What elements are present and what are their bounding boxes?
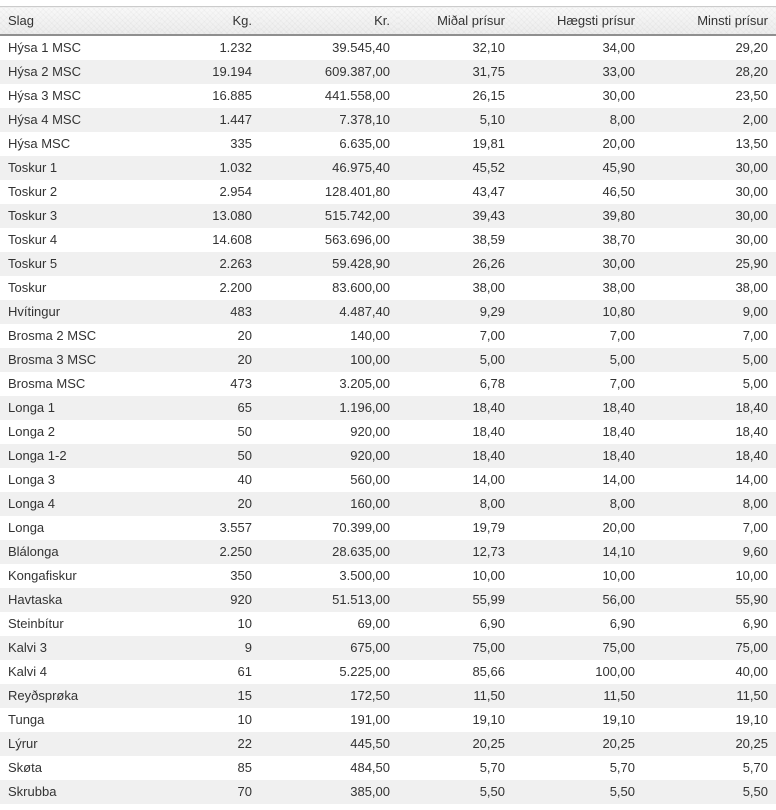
cell-haegsti-prisur: 30,00	[602, 88, 635, 103]
cell-haegsti-prisur: 38,00	[602, 280, 635, 295]
cell-kr: 385,00	[350, 784, 390, 799]
cell-slag: Hvítingur	[8, 304, 61, 319]
cell-kr: 920,00	[350, 424, 390, 439]
cell-midal-prisur: 39,43	[472, 208, 505, 223]
cell-kr: 191,00	[350, 712, 390, 727]
cell-kg: 920	[230, 592, 252, 607]
cell-kg: 40	[237, 472, 252, 487]
cell-haegsti-prisur: 56,00	[602, 592, 635, 607]
cell-slag: Kalvi 3	[8, 640, 48, 655]
cell-minsti-prisur: 5,00	[742, 376, 768, 391]
cell-slag: Toskur 5	[8, 256, 58, 271]
cell-minsti-prisur: 7,00	[742, 328, 768, 343]
table-row	[0, 780, 776, 804]
cell-haegsti-prisur: 39,80	[602, 208, 635, 223]
cell-midal-prisur: 19,10	[472, 712, 505, 727]
cell-midal-prisur: 38,00	[472, 280, 505, 295]
cell-slag: Kongafiskur	[8, 568, 77, 583]
cell-minsti-prisur: 19,10	[735, 712, 768, 727]
table-body	[0, 35, 776, 804]
cell-haegsti-prisur: 7,00	[609, 376, 635, 391]
column-header-kr: Kr.	[260, 7, 398, 36]
cell-kg: 20	[237, 496, 252, 511]
cell-haegsti-prisur: 8,00	[609, 496, 635, 511]
cell-kr: 51.513,00	[332, 592, 390, 607]
cell-slag: Hýsa 3 MSC	[8, 88, 81, 103]
table-row	[0, 684, 776, 708]
cell-midal-prisur: 43,47	[472, 184, 505, 199]
cell-minsti-prisur: 30,00	[735, 232, 768, 247]
table-row	[0, 60, 776, 84]
cell-midal-prisur: 26,26	[472, 256, 505, 271]
cell-kg: 50	[237, 448, 252, 463]
table-row	[0, 84, 776, 108]
cell-minsti-prisur: 8,00	[742, 496, 768, 511]
cell-kr: 920,00	[350, 448, 390, 463]
cell-midal-prisur: 5,10	[479, 112, 505, 127]
cell-minsti-prisur: 9,00	[742, 304, 768, 319]
cell-slag: Blálonga	[8, 544, 59, 559]
cell-kr: 445,50	[350, 736, 390, 751]
fish-price-table	[0, 6, 776, 804]
cell-minsti-prisur: 18,40	[735, 424, 768, 439]
cell-slag: Toskur 3	[8, 208, 58, 223]
table-row	[0, 35, 776, 60]
cell-minsti-prisur: 5,50	[742, 784, 768, 799]
table-row	[0, 276, 776, 300]
cell-minsti-prisur: 30,00	[735, 184, 768, 199]
table-row	[0, 732, 776, 756]
cell-haegsti-prisur: 10,80	[602, 304, 635, 319]
cell-haegsti-prisur: 34,00	[602, 40, 635, 55]
cell-kr: 6.635,00	[339, 136, 390, 151]
cell-slag: Havtaska	[8, 592, 63, 607]
table-row	[0, 564, 776, 588]
cell-kg: 20	[237, 352, 252, 367]
cell-kr: 560,00	[350, 472, 390, 487]
cell-minsti-prisur: 10,00	[735, 568, 768, 583]
table-row	[0, 468, 776, 492]
cell-haegsti-prisur: 20,00	[602, 136, 635, 151]
cell-kr: 3.500,00	[339, 568, 390, 583]
cell-kg: 3.557	[219, 520, 252, 535]
table-row	[0, 516, 776, 540]
table-row	[0, 660, 776, 684]
cell-haegsti-prisur: 46,50	[602, 184, 635, 199]
cell-slag: Lýrur	[8, 736, 38, 751]
cell-midal-prisur: 32,10	[472, 40, 505, 55]
table-row	[0, 540, 776, 564]
cell-slag: Reyðsprøka	[8, 688, 79, 703]
cell-midal-prisur: 12,73	[472, 544, 505, 559]
cell-midal-prisur: 38,59	[472, 232, 505, 247]
table-row	[0, 156, 776, 180]
table-header-row	[0, 7, 776, 36]
cell-kg: 1.032	[219, 160, 252, 175]
cell-slag: Hýsa MSC	[8, 136, 71, 151]
table-row	[0, 492, 776, 516]
table-row	[0, 252, 776, 276]
cell-kg: 61	[237, 664, 252, 679]
cell-kg: 50	[237, 424, 252, 439]
cell-haegsti-prisur: 18,40	[602, 424, 635, 439]
cell-kg: 10	[237, 712, 252, 727]
cell-midal-prisur: 20,25	[472, 736, 505, 751]
cell-slag: Longa 2	[8, 424, 55, 439]
cell-kr: 3.205,00	[339, 376, 390, 391]
cell-haegsti-prisur: 20,25	[602, 736, 635, 751]
cell-minsti-prisur: 14,00	[735, 472, 768, 487]
cell-midal-prisur: 6,78	[479, 376, 505, 391]
column-header-kg: Kg.	[160, 7, 260, 36]
cell-slag: Brosma 2 MSC	[8, 328, 97, 343]
cell-haegsti-prisur: 45,90	[602, 160, 635, 175]
cell-minsti-prisur: 28,20	[735, 64, 768, 79]
cell-slag: Tunga	[8, 712, 45, 727]
cell-kg: 65	[237, 400, 252, 415]
cell-kg: 1.447	[219, 112, 252, 127]
cell-minsti-prisur: 18,40	[735, 400, 768, 415]
cell-kr: 172,50	[350, 688, 390, 703]
cell-kr: 69,00	[357, 616, 390, 631]
cell-kr: 515.742,00	[324, 208, 390, 223]
cell-slag: Hýsa 2 MSC	[8, 64, 81, 79]
cell-kg: 335	[230, 136, 252, 151]
table-row	[0, 324, 776, 348]
cell-kg: 473	[230, 376, 252, 391]
cell-midal-prisur: 8,00	[479, 496, 505, 511]
cell-haegsti-prisur: 19,10	[602, 712, 635, 727]
cell-midal-prisur: 55,99	[472, 592, 505, 607]
cell-kr: 4.487,40	[339, 304, 390, 319]
cell-midal-prisur: 45,52	[472, 160, 505, 175]
cell-kr: 7.378,10	[339, 112, 390, 127]
cell-haegsti-prisur: 10,00	[602, 568, 635, 583]
cell-kr: 28.635,00	[332, 544, 390, 559]
cell-haegsti-prisur: 30,00	[602, 256, 635, 271]
cell-slag: Toskur 1	[8, 160, 58, 175]
cell-haegsti-prisur: 33,00	[602, 64, 635, 79]
cell-midal-prisur: 75,00	[472, 640, 505, 655]
cell-kg: 350	[230, 568, 252, 583]
cell-minsti-prisur: 30,00	[735, 208, 768, 223]
cell-slag: Longa 4	[8, 496, 55, 511]
cell-slag: Steinbítur	[8, 616, 64, 631]
cell-kg: 1.232	[219, 40, 252, 55]
cell-slag: Skrubba	[8, 784, 57, 799]
cell-kr: 563.696,00	[324, 232, 390, 247]
cell-haegsti-prisur: 5,00	[609, 352, 635, 367]
cell-midal-prisur: 18,40	[472, 448, 505, 463]
cell-kr: 46.975,40	[332, 160, 390, 175]
cell-kr: 160,00	[350, 496, 390, 511]
cell-midal-prisur: 5,00	[479, 352, 505, 367]
cell-slag: Longa 1-2	[8, 448, 67, 463]
cell-midal-prisur: 85,66	[472, 664, 505, 679]
cell-kg: 2.954	[219, 184, 252, 199]
cell-midal-prisur: 31,75	[472, 64, 505, 79]
cell-kg: 483	[230, 304, 252, 319]
cell-minsti-prisur: 2,00	[742, 112, 768, 127]
cell-kg: 16.885	[212, 88, 252, 103]
column-header-minsti-prisur: Minsti prísur	[643, 7, 776, 36]
cell-kr: 609.387,00	[324, 64, 390, 79]
cell-kr: 140,00	[350, 328, 390, 343]
cell-midal-prisur: 5,50	[479, 784, 505, 799]
cell-slag: Brosma 3 MSC	[8, 352, 97, 367]
table-row	[0, 132, 776, 156]
cell-haegsti-prisur: 38,70	[602, 232, 635, 247]
cell-haegsti-prisur: 75,00	[602, 640, 635, 655]
table-row	[0, 444, 776, 468]
cell-kg: 13.080	[212, 208, 252, 223]
cell-midal-prisur: 5,70	[479, 760, 505, 775]
column-header-slag: Slag	[0, 7, 160, 36]
table-row	[0, 180, 776, 204]
cell-kg: 15	[237, 688, 252, 703]
cell-haegsti-prisur: 8,00	[609, 112, 635, 127]
cell-minsti-prisur: 9,60	[742, 544, 768, 559]
table-row	[0, 108, 776, 132]
cell-kg: 9	[244, 640, 252, 655]
column-header-midal-prisur: Miðal prísur	[398, 7, 513, 36]
cell-minsti-prisur: 18,40	[735, 448, 768, 463]
cell-minsti-prisur: 13,50	[735, 136, 768, 151]
cell-midal-prisur: 11,50	[473, 688, 505, 703]
cell-minsti-prisur: 29,20	[735, 40, 768, 55]
table-row	[0, 756, 776, 780]
cell-slag: Brosma MSC	[8, 376, 86, 391]
cell-kr: 100,00	[350, 352, 390, 367]
cell-slag: Longa	[8, 520, 45, 535]
cell-haegsti-prisur: 100,00	[595, 664, 635, 679]
table-row	[0, 372, 776, 396]
cell-minsti-prisur: 11,50	[736, 688, 768, 703]
cell-haegsti-prisur: 18,40	[602, 400, 635, 415]
cell-kg: 19.194	[212, 64, 252, 79]
table-row	[0, 420, 776, 444]
cell-kg: 2.263	[219, 256, 252, 271]
cell-midal-prisur: 6,90	[479, 616, 505, 631]
table-header	[0, 7, 776, 36]
table-row	[0, 612, 776, 636]
cell-slag: Hýsa 4 MSC	[8, 112, 81, 127]
cell-haegsti-prisur: 7,00	[609, 328, 635, 343]
table-row	[0, 300, 776, 324]
cell-midal-prisur: 18,40	[472, 400, 505, 415]
cell-kg: 20	[237, 328, 252, 343]
cell-minsti-prisur: 5,00	[742, 352, 768, 367]
table-row	[0, 636, 776, 660]
cell-kr: 59.428,90	[332, 256, 390, 271]
cell-slag: Skøta	[8, 760, 42, 775]
cell-kg: 2.250	[219, 544, 252, 559]
cell-midal-prisur: 19,81	[472, 136, 505, 151]
cell-kr: 5.225,00	[339, 664, 390, 679]
cell-haegsti-prisur: 14,00	[602, 472, 635, 487]
cell-midal-prisur: 9,29	[479, 304, 505, 319]
cell-minsti-prisur: 6,90	[742, 616, 768, 631]
cell-kr: 39.545,40	[332, 40, 390, 55]
cell-midal-prisur: 18,40	[472, 424, 505, 439]
cell-midal-prisur: 14,00	[472, 472, 505, 487]
cell-minsti-prisur: 23,50	[735, 88, 768, 103]
cell-minsti-prisur: 7,00	[742, 520, 768, 535]
cell-haegsti-prisur: 18,40	[602, 448, 635, 463]
cell-kr: 675,00	[350, 640, 390, 655]
column-header-haegsti-prisur: Hægsti prísur	[513, 7, 643, 36]
cell-slag: Kalvi 4	[8, 664, 48, 679]
cell-kg: 70	[237, 784, 252, 799]
table-row	[0, 228, 776, 252]
cell-kr: 441.558,00	[324, 88, 390, 103]
cell-minsti-prisur: 30,00	[735, 160, 768, 175]
cell-minsti-prisur: 75,00	[735, 640, 768, 655]
cell-minsti-prisur: 5,70	[742, 760, 768, 775]
cell-kg: 22	[237, 736, 252, 751]
cell-kr: 484,50	[350, 760, 390, 775]
cell-slag: Longa 3	[8, 472, 55, 487]
cell-kr: 1.196,00	[339, 400, 390, 415]
cell-kr: 83.600,00	[332, 280, 390, 295]
cell-midal-prisur: 26,15	[472, 88, 505, 103]
cell-slag: Longa 1	[8, 400, 55, 415]
cell-minsti-prisur: 55,90	[735, 592, 768, 607]
cell-haegsti-prisur: 6,90	[609, 616, 635, 631]
table-row	[0, 396, 776, 420]
cell-kg: 85	[237, 760, 252, 775]
cell-kg: 14.608	[212, 232, 252, 247]
cell-kg: 2.200	[219, 280, 252, 295]
cell-minsti-prisur: 40,00	[735, 664, 768, 679]
cell-kr: 128.401,80	[324, 184, 390, 199]
cell-minsti-prisur: 38,00	[735, 280, 768, 295]
cell-slag: Toskur	[8, 280, 47, 295]
cell-midal-prisur: 7,00	[479, 328, 505, 343]
cell-minsti-prisur: 20,25	[735, 736, 768, 751]
cell-minsti-prisur: 25,90	[735, 256, 768, 271]
cell-haegsti-prisur: 5,70	[609, 760, 635, 775]
cell-kg: 10	[237, 616, 252, 631]
cell-slag: Hýsa 1 MSC	[8, 40, 81, 55]
cell-haegsti-prisur: 5,50	[609, 784, 635, 799]
cell-slag: Toskur 4	[8, 232, 58, 247]
table-row	[0, 588, 776, 612]
cell-haegsti-prisur: 14,10	[602, 544, 635, 559]
cell-slag: Toskur 2	[8, 184, 58, 199]
cell-midal-prisur: 10,00	[472, 568, 505, 583]
cell-kr: 70.399,00	[332, 520, 390, 535]
table-row	[0, 204, 776, 228]
cell-midal-prisur: 19,79	[472, 520, 505, 535]
cell-haegsti-prisur: 20,00	[602, 520, 635, 535]
cell-haegsti-prisur: 11,50	[603, 688, 635, 703]
table-row	[0, 708, 776, 732]
table-row	[0, 348, 776, 372]
